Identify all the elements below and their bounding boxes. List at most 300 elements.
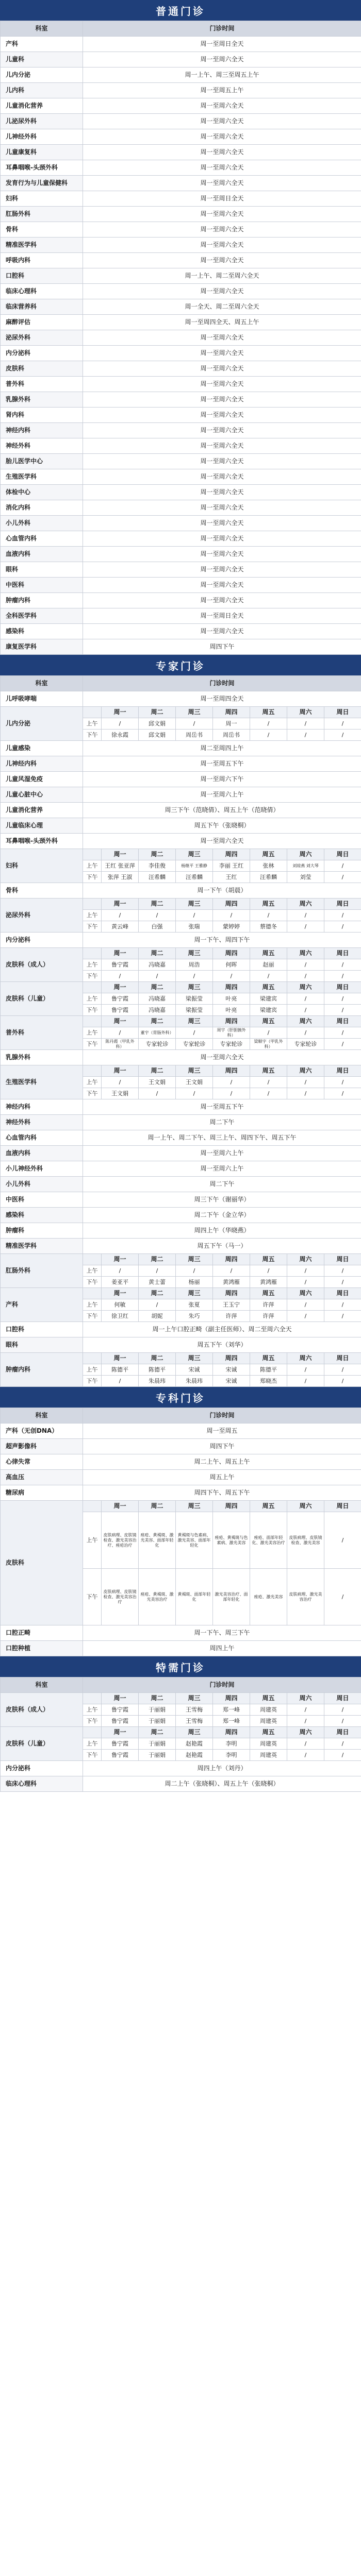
- weekday-label: 周日: [324, 948, 361, 959]
- weekday-label: 周五: [250, 1727, 287, 1738]
- weekday-label: 周六: [287, 707, 324, 718]
- dept-name: 儿内分泌: [1, 707, 83, 741]
- table-row: [1, 562, 361, 578]
- weekday-label: 周日: [324, 707, 361, 718]
- weekday-label: 周五: [250, 948, 287, 959]
- dept-name: 皮肤科（成人）: [1, 948, 83, 982]
- table-row: [1, 1337, 361, 1353]
- doctor-cell: 徐卫红: [102, 1311, 139, 1322]
- dept-name: 妇科: [1, 849, 83, 883]
- header-dept: 科室: [1, 676, 83, 691]
- doctor-cell: /: [324, 1299, 361, 1311]
- table-row: [1, 834, 361, 849]
- slot-label: 上午: [83, 1704, 102, 1716]
- table-row: [1, 1641, 361, 1656]
- doctor-cell: /: [287, 1704, 324, 1716]
- clinic-time: 周一至周六全天: [83, 469, 361, 485]
- dept-name: 糖尿病: [1, 1485, 83, 1501]
- weekday-label: 周六: [287, 1501, 324, 1512]
- doctor-cell: /: [287, 1376, 324, 1387]
- schedule-table: [0, 1408, 361, 1656]
- weekday-label: 周一: [102, 1016, 139, 1027]
- table-row: [1, 469, 361, 485]
- clinic-time: 周一下午、周三下午: [83, 1625, 361, 1641]
- dept-name: 肛肠外科: [1, 1254, 83, 1288]
- doctor-cell: 黄鸿雁: [213, 1277, 250, 1288]
- doctor-cell: /: [250, 718, 287, 730]
- table-row: [1, 1099, 361, 1115]
- dept-name: 临床心理科: [1, 284, 83, 299]
- doctor-cell: 赵艳霞: [176, 1738, 213, 1750]
- clinic-time: 周一至周五: [83, 1423, 361, 1439]
- slot-label: 上午: [83, 993, 102, 1005]
- doctor-cell: 张夏: [176, 1299, 213, 1311]
- weekday-label: 周六: [287, 1727, 324, 1738]
- section-title: 普通门诊: [0, 0, 361, 21]
- clinic-time: 周一至周六全天: [83, 1050, 361, 1065]
- clinic-time: 周一至周六全天: [83, 253, 361, 268]
- doctor-cell: /: [324, 959, 361, 971]
- weekday-label: 周四: [213, 1016, 250, 1027]
- section-title: 专家门诊: [0, 655, 361, 675]
- slot-label: 下午: [83, 971, 102, 982]
- table-row: [1, 1454, 361, 1470]
- doctor-cell: /: [287, 959, 324, 971]
- dept-name: 儿童临床心理: [1, 818, 83, 834]
- doctor-cell: 皮肤病理、激光美容治疗: [287, 1569, 324, 1625]
- weekday-label: 周一: [102, 1501, 139, 1512]
- doctor-cell: /: [287, 1265, 324, 1277]
- slot-label: 上午: [83, 1738, 102, 1750]
- dept-name: 普外科: [1, 377, 83, 392]
- dept-name: 妇科: [1, 191, 83, 207]
- dept-name: 乳腺外科: [1, 392, 83, 408]
- doctor-cell: /: [287, 910, 324, 921]
- clinic-time: 周五下午（刘华）: [83, 1337, 361, 1353]
- dept-name: 口腔正畸: [1, 1625, 83, 1641]
- weekday-label: 周日: [324, 849, 361, 860]
- doctor-cell: 皮肤病理、皮肤镜检查、激光美容治疗、痤疮治疗: [102, 1512, 139, 1569]
- clinic-time: 周一至周六全天: [83, 176, 361, 191]
- doctor-cell: 张萍 王淑: [102, 872, 139, 883]
- doctor-cell: /: [213, 1088, 250, 1099]
- weekday-label: 周三: [176, 1016, 213, 1027]
- table-row: [1, 1485, 361, 1501]
- schedule-table: [0, 21, 361, 655]
- table-row: [1, 315, 361, 330]
- doctor-cell: /: [287, 1716, 324, 1727]
- weekday-label: 周六: [287, 1288, 324, 1299]
- table-row: [1, 818, 361, 834]
- weekday-row: [1, 1016, 361, 1027]
- doctor-cell: /: [324, 1376, 361, 1387]
- dept-name: 呼吸内科: [1, 253, 83, 268]
- weekday-label: 周一: [102, 948, 139, 959]
- clinic-time: 周一至周六全天: [83, 531, 361, 547]
- clinic-time: 周一至周六全天: [83, 145, 361, 160]
- clinic-time: 周四上午: [83, 1641, 361, 1656]
- weekday-label: 周四: [213, 707, 250, 718]
- clinic-time: 周一下午（胡晨）: [83, 883, 361, 899]
- clinic-time: 周二下午（金立华）: [83, 1208, 361, 1223]
- doctor-cell: /: [324, 730, 361, 741]
- doctor-cell: 汪希麟: [139, 872, 176, 883]
- weekday-label: 周一: [102, 1353, 139, 1364]
- slot-label: 上午: [83, 1265, 102, 1277]
- table-row: [1, 392, 361, 408]
- weekday-label: 周三: [176, 707, 213, 718]
- clinic-time: 周二下午: [83, 1115, 361, 1130]
- doctor-cell: 徐永霞: [102, 730, 139, 741]
- slot-label: 上午: [83, 1077, 102, 1088]
- clinic-time: 周二上午（张晓桐）、周五上午（张晓桐）: [83, 1776, 361, 1792]
- clinic-time: 周四下午: [83, 639, 361, 655]
- doctor-cell: 专家轮诊: [287, 1039, 324, 1050]
- doctor-cell: 李丽 王红: [213, 860, 250, 872]
- doctor-cell: 陈丹霞（甲乳外科）: [102, 1039, 139, 1050]
- slot-label: 上午: [83, 1299, 102, 1311]
- doctor-cell: /: [176, 1265, 213, 1277]
- doctor-cell: 王文娟: [139, 1077, 176, 1088]
- clinic-time: 周一至周六上午: [83, 1161, 361, 1177]
- table-header-row: [1, 21, 361, 37]
- clinic-time: 周一至周六全天: [83, 160, 361, 176]
- dept-name: 皮肤科（成人）: [1, 1693, 83, 1727]
- doctor-cell: 痤疮、黄褐斑与色素病、激光美容: [213, 1512, 250, 1569]
- doctor-cell: 李佳俊: [139, 860, 176, 872]
- doctor-cell: 周建英: [250, 1704, 287, 1716]
- dept-name: 口腔科: [1, 268, 83, 284]
- slot-label: 下午: [83, 1750, 102, 1761]
- doctor-cell: 鲁宁霞: [102, 959, 139, 971]
- header-dept: 科室: [1, 1677, 83, 1693]
- doctor-cell: /: [287, 1738, 324, 1750]
- weekday-row: [1, 1501, 361, 1512]
- doctor-cell: 姜亚平: [102, 1277, 139, 1288]
- doctor-cell: 陈德平: [250, 1364, 287, 1376]
- doctor-cell: /: [324, 1311, 361, 1322]
- dept-name: 儿神经内科: [1, 756, 83, 772]
- dept-name: 胎儿医学中心: [1, 454, 83, 469]
- weekday-label: 周二: [139, 849, 176, 860]
- clinic-time: 周一至周五下午: [83, 756, 361, 772]
- dept-name: 产科: [1, 1288, 83, 1322]
- dept-name: 体检中心: [1, 485, 83, 500]
- clinic-time: 周一至周六全天: [83, 423, 361, 438]
- header-dept: 科室: [1, 21, 83, 37]
- clinic-time: 周一至周六全天: [83, 392, 361, 408]
- doctor-cell: /: [324, 1569, 361, 1625]
- clinic-time: 周一至周六全天: [83, 98, 361, 114]
- weekday-label: 周五: [250, 1501, 287, 1512]
- clinic-time: 周一至周六全天: [83, 485, 361, 500]
- weekday-row: [1, 948, 361, 959]
- table-row: [1, 1208, 361, 1223]
- clinic-time: 周一至周六全天: [83, 330, 361, 346]
- doctor-cell: 专家轮诊: [213, 1039, 250, 1050]
- doctor-cell: /: [287, 1077, 324, 1088]
- weekday-label: 周一: [102, 1065, 139, 1077]
- table-row: [1, 408, 361, 423]
- table-row: [1, 1239, 361, 1254]
- doctor-cell: 冯晓嘉: [139, 993, 176, 1005]
- doctor-cell: 周建英: [250, 1716, 287, 1727]
- weekday-label: 周三: [176, 1288, 213, 1299]
- table-row: [1, 578, 361, 593]
- weekday-label: 周日: [324, 1065, 361, 1077]
- dept-name: 中医科: [1, 1192, 83, 1208]
- dept-name: 小儿神经外科: [1, 1161, 83, 1177]
- table-row: [1, 691, 361, 707]
- dept-name: 儿童风湿免疫: [1, 772, 83, 787]
- clinic-time: 周一至周日全天: [83, 608, 361, 624]
- doctor-cell: 鲁宁霞: [102, 1704, 139, 1716]
- weekday-row: [1, 1254, 361, 1265]
- doctor-cell: 郑一峰: [213, 1704, 250, 1716]
- doctor-cell: 王雪梅: [176, 1704, 213, 1716]
- table-row: [1, 1322, 361, 1337]
- weekday-label: 周四: [213, 849, 250, 860]
- dept-name: 康复医学科: [1, 639, 83, 655]
- table-row: [1, 238, 361, 253]
- weekday-label: 周五: [250, 982, 287, 993]
- clinic-time: 周一至周五下午: [83, 1099, 361, 1115]
- dept-name: 肾内科: [1, 408, 83, 423]
- dept-name: 临床心理科: [1, 1776, 83, 1792]
- doctor-cell: 王雪梅: [176, 1716, 213, 1727]
- doctor-cell: 李明: [213, 1738, 250, 1750]
- doctor-cell: /: [287, 1027, 324, 1039]
- clinic-time: 周三下午（范晓倩）、周五上午（范晓倩）: [83, 803, 361, 818]
- doctor-cell: /: [324, 860, 361, 872]
- dept-name: 中医科: [1, 578, 83, 593]
- clinic-time: 周一上午、周二至周六全天: [83, 268, 361, 284]
- dept-name: 神经外科: [1, 1115, 83, 1130]
- doctor-cell: /: [324, 1027, 361, 1039]
- weekday-label: 周三: [176, 982, 213, 993]
- slot-label: 下午: [83, 1005, 102, 1016]
- slot-header-blank: [83, 1016, 102, 1027]
- weekday-label: 周三: [176, 1353, 213, 1364]
- doctor-cell: 黄褐斑与色素病、激光美容、面部年轻化: [176, 1512, 213, 1569]
- doctor-cell: 周岳书: [213, 730, 250, 741]
- doctor-cell: 黄鸿雁: [250, 1277, 287, 1288]
- weekday-label: 周五: [250, 1016, 287, 1027]
- table-row: [1, 883, 361, 899]
- doctor-cell: 何敏: [102, 1299, 139, 1311]
- slot-header-blank: [83, 899, 102, 910]
- table-row: [1, 299, 361, 315]
- slot-label: 下午: [83, 1088, 102, 1099]
- table-row: [1, 284, 361, 299]
- slot-label: 下午: [83, 921, 102, 933]
- clinic-time: 周五上午: [83, 1470, 361, 1485]
- doctor-cell: 董宇（胃肠外科）: [139, 1027, 176, 1039]
- table-row: [1, 933, 361, 948]
- doctor-cell: 宋诚: [213, 1376, 250, 1387]
- weekday-label: 周三: [176, 849, 213, 860]
- table-row: [1, 772, 361, 787]
- dept-name: 肿瘤科: [1, 1223, 83, 1239]
- doctor-cell: 专家轮诊: [176, 1039, 213, 1050]
- dept-name: 儿呼吸哮喘: [1, 691, 83, 707]
- clinic-time: 周一至周六全天: [83, 593, 361, 608]
- weekday-row: [1, 849, 361, 860]
- clinic-time: 周一至周六全天: [83, 129, 361, 145]
- doctor-cell: 于丽娟: [139, 1704, 176, 1716]
- weekday-label: 周日: [324, 1254, 361, 1265]
- doctor-cell: /: [324, 1277, 361, 1288]
- doctor-cell: 许萍: [250, 1311, 287, 1322]
- doctor-cell: /: [287, 1088, 324, 1099]
- clinic-time: 周一至周六全天: [83, 562, 361, 578]
- slot-label: 下午: [83, 1277, 102, 1288]
- weekday-label: 周三: [176, 1693, 213, 1704]
- doctor-cell: /: [324, 1704, 361, 1716]
- clinic-time: 周一至周六全天: [83, 377, 361, 392]
- dept-name: 神经内科: [1, 423, 83, 438]
- doctor-cell: 冯晓嘉: [139, 1005, 176, 1016]
- table-header-row: [1, 1408, 361, 1423]
- weekday-row: [1, 1288, 361, 1299]
- doctor-cell: 梁建宾: [250, 993, 287, 1005]
- clinic-time: 周一至周六全天: [83, 624, 361, 639]
- clinic-time: 周一至周六全天: [83, 516, 361, 531]
- weekday-label: 周六: [287, 1016, 324, 1027]
- doctor-cell: 郑晓杰: [250, 1376, 287, 1387]
- weekday-label: 周四: [213, 1288, 250, 1299]
- doctor-cell: /: [324, 718, 361, 730]
- header-time: 门诊时间: [83, 676, 361, 691]
- section-title: 特需门诊: [0, 1656, 361, 1677]
- table-row: [1, 1161, 361, 1177]
- dept-name: 普外科: [1, 1016, 83, 1050]
- slot-header-blank: [83, 849, 102, 860]
- doctor-cell: /: [324, 1039, 361, 1050]
- weekday-row: [1, 1065, 361, 1077]
- dept-name: 儿童康复科: [1, 145, 83, 160]
- clinic-time: 周五下午（马一）: [83, 1239, 361, 1254]
- clinic-time: 周二下午: [83, 1177, 361, 1192]
- table-row: [1, 1776, 361, 1792]
- table-row: [1, 1223, 361, 1239]
- slot-label: 下午: [83, 730, 102, 741]
- doctor-cell: /: [287, 921, 324, 933]
- doctor-cell: /: [139, 1299, 176, 1311]
- doctor-cell: /: [139, 1088, 176, 1099]
- dept-name: 儿泌尿外科: [1, 114, 83, 129]
- doctor-cell: 皮肤病理、皮肤镜检查、激光美容治疗: [102, 1569, 139, 1625]
- dept-name: 发育行为与儿童保健科: [1, 176, 83, 191]
- clinic-time: 周二上午、周五上午: [83, 1454, 361, 1470]
- dept-name: 耳鼻咽喉-头颈外科: [1, 834, 83, 849]
- section-title: 专科门诊: [0, 1387, 361, 1408]
- slot-header-blank: [83, 982, 102, 993]
- dept-name: 麻醉评估: [1, 315, 83, 330]
- doctor-cell: 周一: [213, 718, 250, 730]
- table-row: [1, 803, 361, 818]
- weekday-row: [1, 707, 361, 718]
- weekday-label: 周五: [250, 899, 287, 910]
- weekday-label: 周二: [139, 1353, 176, 1364]
- dept-name: 生殖医学科: [1, 1065, 83, 1099]
- weekday-label: 周四: [213, 1353, 250, 1364]
- weekday-label: 周六: [287, 899, 324, 910]
- doctor-cell: 鲁宁霞: [102, 993, 139, 1005]
- doctor-cell: 叶亮: [213, 993, 250, 1005]
- doctor-cell: /: [324, 1088, 361, 1099]
- dept-name: 儿童科: [1, 52, 83, 67]
- doctor-cell: 王文娟: [176, 1077, 213, 1088]
- slot-label: 下午: [83, 872, 102, 883]
- weekday-label: 周六: [287, 982, 324, 993]
- dept-name: 儿内科: [1, 83, 83, 98]
- table-row: [1, 176, 361, 191]
- dept-name: 骨科: [1, 222, 83, 238]
- weekday-label: 周三: [176, 948, 213, 959]
- slot-label: 上午: [83, 1027, 102, 1039]
- doctor-cell: /: [287, 1750, 324, 1761]
- weekday-label: 周五: [250, 1288, 287, 1299]
- weekday-label: 周三: [176, 899, 213, 910]
- table-row: [1, 207, 361, 222]
- doctor-cell: /: [250, 1077, 287, 1088]
- clinic-time: 周一至周六上午: [83, 1146, 361, 1161]
- clinic-time: 周一至周六下午: [83, 772, 361, 787]
- doctor-cell: 痤疮、黄褐斑、激光美容治疗: [139, 1569, 176, 1625]
- weekday-label: 周二: [139, 1016, 176, 1027]
- table-header-row: [1, 676, 361, 691]
- table-row: [1, 98, 361, 114]
- doctor-cell: /: [102, 1376, 139, 1387]
- table-row: [1, 253, 361, 268]
- dept-name: 产科（无创DNA）: [1, 1423, 83, 1439]
- weekday-row: [1, 1727, 361, 1738]
- doctor-cell: /: [287, 1364, 324, 1376]
- weekday-label: 周日: [324, 1727, 361, 1738]
- doctor-cell: 朱巧: [176, 1311, 213, 1322]
- doctor-cell: 王玉宁: [213, 1299, 250, 1311]
- slot-header-blank: [83, 1254, 102, 1265]
- dept-name: 皮肤科（儿童）: [1, 1727, 83, 1761]
- table-row: [1, 67, 361, 83]
- weekday-label: 周三: [176, 1254, 213, 1265]
- dept-name: 消化内科: [1, 500, 83, 516]
- doctor-cell: /: [250, 1088, 287, 1099]
- dept-name: 内分泌科: [1, 346, 83, 361]
- dept-name: 儿内分泌: [1, 67, 83, 83]
- weekday-label: 周四: [213, 1065, 250, 1077]
- dept-name: 骨科: [1, 883, 83, 899]
- doctor-cell: /: [250, 730, 287, 741]
- weekday-label: 周二: [139, 982, 176, 993]
- weekday-label: 周日: [324, 1501, 361, 1512]
- doctor-cell: 梁振莹: [176, 993, 213, 1005]
- weekday-label: 周一: [102, 1254, 139, 1265]
- slot-label: 上午: [83, 1364, 102, 1376]
- weekday-label: 周一: [102, 1693, 139, 1704]
- doctor-cell: 王红: [213, 872, 250, 883]
- doctor-cell: 于丽娟: [139, 1716, 176, 1727]
- table-row: [1, 423, 361, 438]
- doctor-cell: 何晖: [213, 959, 250, 971]
- table-row: [1, 1625, 361, 1641]
- table-row: [1, 346, 361, 361]
- table-row: [1, 1761, 361, 1776]
- doctor-cell: /: [287, 1311, 324, 1322]
- table-row: [1, 593, 361, 608]
- dept-name: 儿童消化营养: [1, 98, 83, 114]
